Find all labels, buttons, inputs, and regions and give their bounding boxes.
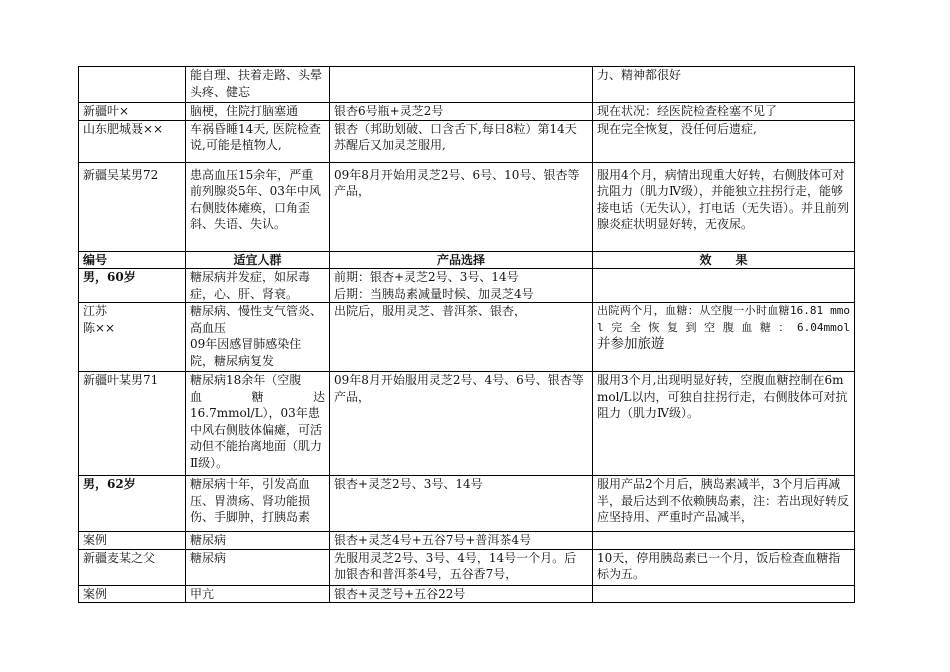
cell-id: 山东肥城聂×× xyxy=(79,120,186,162)
cell-id: 男，62岁 xyxy=(79,476,186,532)
table-row xyxy=(79,303,855,372)
table-row xyxy=(79,120,855,162)
cell-id-line: 江苏 xyxy=(83,304,108,318)
header-id: 编号 xyxy=(79,251,186,269)
cell-id: 案例 xyxy=(79,585,186,603)
table-row xyxy=(79,162,855,251)
cell-product: 出院后，服用灵芝、普洱茶、银杏， xyxy=(330,303,593,372)
cell-product xyxy=(330,67,593,103)
cell-effect xyxy=(593,585,855,603)
table-row xyxy=(79,585,855,603)
cell-group: 糖尿病 xyxy=(186,549,330,585)
cell-product: 银杏6号瓶+灵芝2号 xyxy=(330,103,593,121)
cell-product: 银杏+灵芝号+五谷22号 xyxy=(330,585,593,603)
cell-product: 先服用灵芝2号、3号、4号，14号一个月。后加银杏和普洱茶4号，五谷香7号， xyxy=(330,549,593,585)
product-early: 前期：银杏+灵芝2号、3号、14号 xyxy=(334,270,519,284)
cell-effect xyxy=(593,269,855,303)
cell-effect: 力、精神都很好 xyxy=(593,67,855,103)
cell-effect xyxy=(593,303,855,372)
cell-group xyxy=(186,372,330,476)
effect-line: 并参加旅遊 xyxy=(597,336,665,352)
cell-group-line: 糖尿病、慢性支气管炎、高血压 xyxy=(190,304,323,335)
cell-product: 银杏（邦助划破、口含舌下,每日8粒）第14天苏醒后又加灵芝服用, xyxy=(330,120,593,162)
cell-group: 糖尿病十年，引发高血压、胃溃疡、肾功能损伤、手脚肿，打胰岛素 xyxy=(186,476,330,532)
cell-effect: 服用4个月，病情出现重大好转，右侧肢体可对抗阻力（肌力Ⅳ级），并能独立拄拐行走，能够接电话（无失认），打电话（无失语）。并且前列腺炎症状明显好转，无夜尿。 xyxy=(593,162,855,251)
cell-group: 糖尿病 xyxy=(186,532,330,550)
table-row xyxy=(79,67,855,103)
cell-id: 案例 xyxy=(79,532,186,550)
cell-group: 糖尿病并发症，如尿毒症，心、肝、肾衰。 xyxy=(186,269,330,303)
cell-group-line: 16.7mmol/L），03年患中风右侧肢体偏瘫，可活动但不能抬离地面（肌力Ⅱ级）。 xyxy=(190,406,323,470)
cell-group-line: 糖尿病18余年（空腹 xyxy=(190,373,302,387)
product-late: 后期：当胰岛素减量时候、加灵芝4号 xyxy=(334,286,534,301)
cell-effect: 10天，停用胰岛素已一个月，饭后检查血糖指标为五。 xyxy=(593,549,855,585)
cell-group: 能自理、扶着走路、头晕头疼、健忘 xyxy=(186,67,330,103)
case-table xyxy=(78,66,855,603)
header-effect: 效 果 xyxy=(593,251,855,269)
cell-id: 新疆麦某之父 xyxy=(79,549,186,585)
cell-id: 新疆叶× xyxy=(79,103,186,121)
cell-id: 男，60岁 xyxy=(79,269,186,303)
cell-product: 09年8月开始用灵芝2号、6号、10号、银杏等产品， xyxy=(330,162,593,251)
cell-id-line: 陈×× xyxy=(83,320,116,335)
header-product: 产品选择 xyxy=(330,251,593,269)
table-row xyxy=(79,103,855,121)
cell-product: 09年8月开始服用灵芝2号、4号、6号、银杏等产品， xyxy=(330,372,593,476)
cell-group: 患高血压15余年，严重前列腺炎5年、03年中风右侧肢体瘫痪，口角歪斜、失语、失认。 xyxy=(186,162,330,251)
cell-product xyxy=(330,269,593,303)
cell-effect xyxy=(593,532,855,550)
cell-effect: 现在状况：经医院检查栓塞不见了 xyxy=(593,103,855,121)
table-row xyxy=(79,532,855,550)
cell-id xyxy=(79,67,186,103)
cell-effect: 服用3个月,出现明显好转，空腹血糖控制在6mmol/L以内，可独自拄拐行走，右侧肢体可对抗阻力（肌力Ⅳ级）。 xyxy=(593,372,855,476)
cell-product: 银杏+灵芝4号+五谷7号+普洱茶4号 xyxy=(330,532,593,550)
table-row xyxy=(79,476,855,532)
table-row xyxy=(79,269,855,303)
header-group: 适宜人群 xyxy=(186,251,330,269)
table-row xyxy=(79,549,855,585)
cell-id: 新疆叶某男71 xyxy=(79,372,186,476)
cell-id xyxy=(79,303,186,372)
table-row xyxy=(79,372,855,476)
table-header-row xyxy=(79,251,855,269)
cell-effect: 现在完全恢复，没任何后遗症, xyxy=(593,120,855,162)
cell-group: 车祸昏睡14天, 医院检查说,可能是植物人, xyxy=(186,120,330,162)
cell-group-line: 血 糖 达 xyxy=(190,389,325,404)
cell-group xyxy=(186,303,330,372)
cell-effect: 服用产品2个月后，胰岛素减半，3个月后再减半，最后达到不依赖胰岛素，注：若出现好转反应坚持用、严重时产品减半， xyxy=(593,476,855,532)
effect-line: 出院两个月，血糖：从空腹一小时血糖16.81 mmol完全恢复到空腹血糖：6.04mmol xyxy=(597,304,850,334)
cell-group: 脑梗，住院打脑塞通 xyxy=(186,103,330,121)
cell-product: 银杏+灵芝2号、3号、14号 xyxy=(330,476,593,532)
cell-group-line: 09年因感冒肺感染住院，糖尿病复发 xyxy=(190,337,302,368)
cell-group: 甲亢 xyxy=(186,585,330,603)
cell-id: 新疆吴某男72 xyxy=(79,162,186,251)
